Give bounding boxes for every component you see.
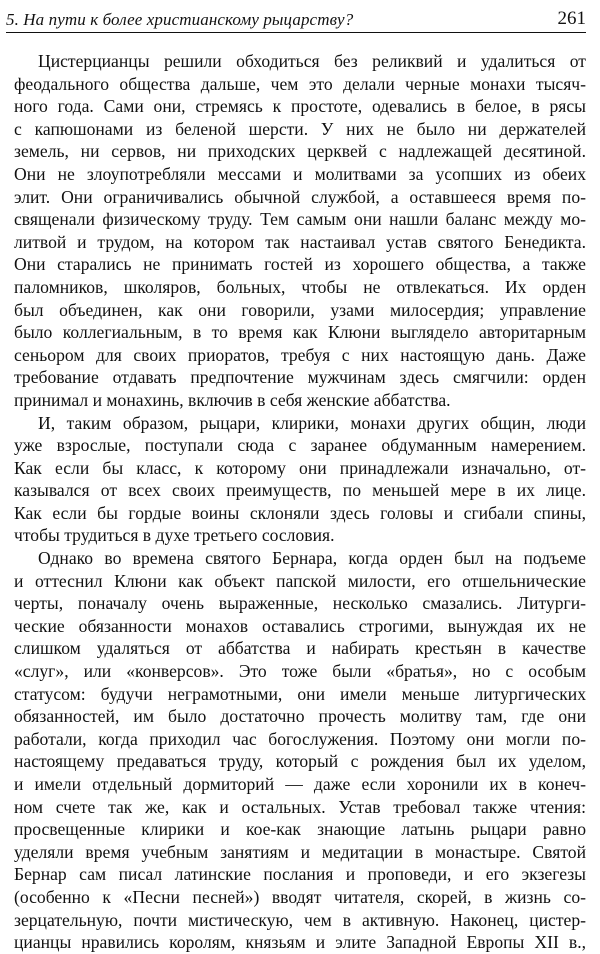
text-line: Они не злоупотребляли мессами и молитвами за усопших из обеих <box>14 163 586 184</box>
text-line: Бернар сам писал латинские послания и проповеди, и его экзегезы <box>14 864 586 885</box>
text-line: ного года. Сами они, стремясь к простоте, одевались в белое, в рясы <box>14 96 586 117</box>
text-line: Они старались не принимать гостей из хорошего общества, а также <box>14 254 586 275</box>
text-line: ном счете так же, как и остальных. Устав требовал также чтения: <box>14 796 586 817</box>
text-line: феодального общества дальше, чем это делали черные монахи тысяч- <box>14 73 586 94</box>
chapter-title: 5. На пути к более христианскому рыцарству? <box>6 10 354 29</box>
text-line: «слуг», или «конверсов». Это тоже были «братья», но с особым <box>14 661 586 682</box>
text-line: священали физическому труду. Тем самым они нашли баланс между мо- <box>14 209 586 230</box>
text-line: ческие обязанности монахов оставались строгими, вынуждая их не <box>14 615 586 636</box>
text-line: был объединен, как они говорили, узами милосердия; управление <box>14 299 586 320</box>
text-line: чтобы трудиться в духе третьего сословия. <box>14 525 335 546</box>
text-line: работали, когда приходил час богослужения. Поэтому они могли по- <box>14 728 586 749</box>
text-line: черты, поначалу очень выраженные, несколько смазались. Литурги- <box>14 593 586 614</box>
page-number: 261 <box>557 8 586 29</box>
text-line: паломников, школяров, больных, чтобы не отвлекаться. Их орден <box>14 276 586 297</box>
text-line: литвой и трудом, на котором так настаивал устав святого Бенедикта. <box>14 231 586 252</box>
text-line: зерцательную, почти мистическую, чем в активную. Наконец, цистер- <box>14 909 586 930</box>
text-line: земель, ни сервов, ни приходских церквей с надлежащей десятиной. <box>14 141 586 162</box>
running-header <box>6 4 586 33</box>
paragraph <box>14 547 586 954</box>
text-line: обязанностей, им было достаточно прочесть молитву там, где они <box>14 706 586 727</box>
text-line: принимал и монахинь, включив в себя женские аббатства. <box>14 389 451 410</box>
text-line: с капюшонами из беленой шерсти. У них не было ни держателей <box>14 118 586 139</box>
text-line: и имели отдельный дормиторий — даже если хоронили их в конеч- <box>14 774 586 794</box>
text-line: Как если бы класс, к которому они принадлежали изначально, от- <box>14 457 586 478</box>
paragraph <box>14 50 586 412</box>
text-line: Как если бы гордые воины склоняли здесь головы и сгибали спины, <box>14 502 586 523</box>
body-text <box>14 50 586 954</box>
text-line: настоящему предаваться труду, который с рождения был их уделом, <box>14 751 586 772</box>
text-line: уделяли время учебным занятиям и медитации в монастыре. Святой <box>14 841 586 862</box>
text-line: казывался от всех своих преимуществ, по меньшей мере в их лице. <box>14 480 586 501</box>
text-line: уже взрослые, поступали сюда с заранее обдуманным намерением. <box>14 435 586 456</box>
text-line: и оттеснил Клюни как объект папской милости, его отшельнические <box>14 570 586 591</box>
text-line: И, таким образом, рыцари, клирики, монахи других общин, люди <box>38 412 586 433</box>
text-line: просвещенные клирики и кое-как знающие латынь рыцари равно <box>14 819 586 840</box>
text-line: требование отдавать предпочтение мужчинам здесь смягчили: орден <box>14 367 586 388</box>
text-line: цианцы нравились королям, князьям и элите Западной Европы XII в., <box>14 932 586 953</box>
text-line: статусом: будучи неграмотными, они имели меньше литургических <box>14 683 586 704</box>
text-line: элит. Они ограничивались обычной службой, а оставшееся время по- <box>14 186 586 207</box>
text-line: Цистерцианцы решили обходиться без реликвий и удалиться от <box>38 51 586 71</box>
text-line: Однако во времена святого Бернара, когда орден был на подъеме <box>38 548 586 569</box>
text-line: было коллегиальным, в то время как Клюни выглядело авторитарным <box>14 322 586 343</box>
text-line: слишком удаляться от аббатства и набирать крестьян в качестве <box>14 638 586 659</box>
paragraph <box>14 412 586 548</box>
text-line: (особенно к «Песни песней») вводят читателя, скорей, в жизнь со- <box>14 886 586 907</box>
text-line: сеньором для своих приоратов, требуя с них настоящую дань. Даже <box>14 344 586 365</box>
